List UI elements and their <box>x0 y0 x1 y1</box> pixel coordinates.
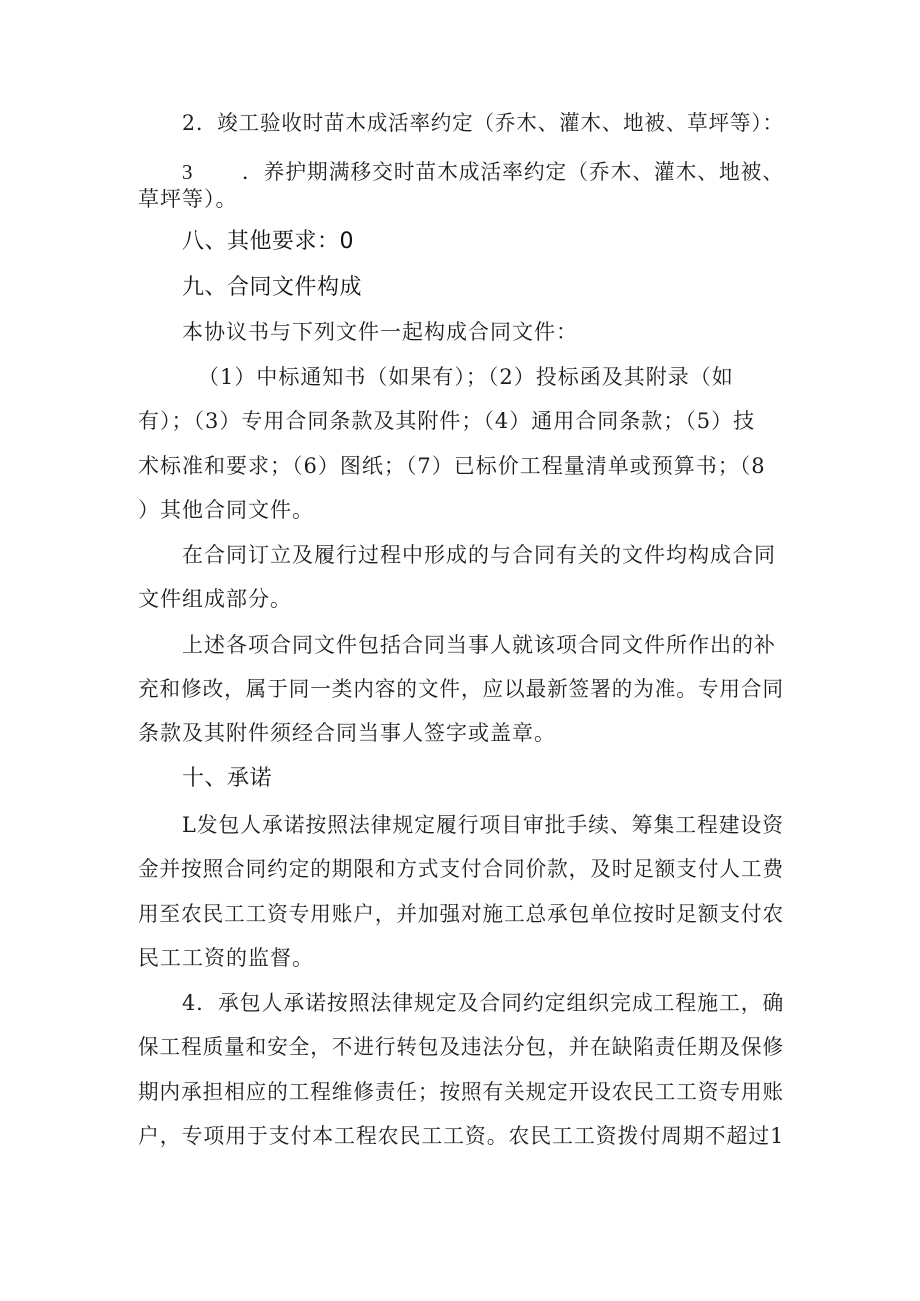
heading-contract-documents: 九、合同文件构成 <box>182 275 363 300</box>
paragraph-contractor-commitment-3: 期内承担相应的工程维修责任；按照有关规定开设农民工工资专用账 <box>138 1080 785 1104</box>
line-maintenance-survival-rate: ．养护期满移交时苗木成活率约定（乔木、灌木、地被、 <box>242 160 785 184</box>
heading-other-requirements: 八、其他要求：0 <box>182 229 354 254</box>
paragraph-related-documents-1: 在合同订立及履行过程中形成的与合同有关的文件均构成合同 <box>182 543 776 567</box>
paragraph-contractor-commitment-4: 户，专项用于支付本工程农民工工资。农民工工资拨付周期不超过1 <box>138 1124 785 1148</box>
paragraph-supplements-2: 充和修改，属于同一类内容的文件，应以最新签署的为准。专用合同 <box>138 677 785 701</box>
document-list-line-3: 术标准和要求；（6）图纸；（7）已标价工程量清单或预算书；（8 <box>138 454 766 478</box>
item-number-3: 3 <box>182 160 194 184</box>
paragraph-contractor-commitment-1: 4．承包人承诺按照法律规定及合同约定组织完成工程施工，确 <box>182 991 785 1015</box>
paragraph-supplements-3: 条款及其附件须经合同当事人签字或盖章。 <box>138 721 556 745</box>
paragraph-employer-commitment-4: 民工工资的监督。 <box>138 946 314 970</box>
document-list-line-1: （1）中标通知书（如果有）；（2）投标函及其附录（如 <box>198 365 734 389</box>
line-completion-survival-rate: 2．竣工验收时苗木成活率约定（乔木、灌木、地被、草坪等）： <box>182 111 784 135</box>
document-list-line-4: ）其他合同文件。 <box>138 498 314 522</box>
paragraph-employer-commitment-3: 用至农民工工资专用账户，并加强对施工总承包单位按时足额支付农 <box>138 902 785 926</box>
heading-commitments: 十、承诺 <box>182 766 273 791</box>
paragraph-intro: 本协议书与下列文件一起构成合同文件： <box>182 320 578 344</box>
paragraph-contractor-commitment-2: 保工程质量和安全，不进行转包及违法分包，并在缺陷责任期及保修 <box>138 1035 785 1059</box>
paragraph-related-documents-2: 文件组成部分。 <box>138 587 292 611</box>
line-maintenance-survival-rate-cont: 草坪等）。 <box>138 187 238 211</box>
paragraph-employer-commitment-2: 金并按照合同约定的期限和方式支付合同价款，及时足额支付人工费 <box>138 857 785 881</box>
paragraph-employer-commitment-1: L发包人承诺按照法律规定履行项目审批手续、筹集工程建设资 <box>182 813 784 837</box>
paragraph-supplements-1: 上述各项合同文件包括合同当事人就该项合同文件所作出的补 <box>182 633 776 657</box>
document-list-line-2: 有）；（3）专用合同条款及其附件；（4）通用合同条款；（5）技 <box>138 409 756 433</box>
